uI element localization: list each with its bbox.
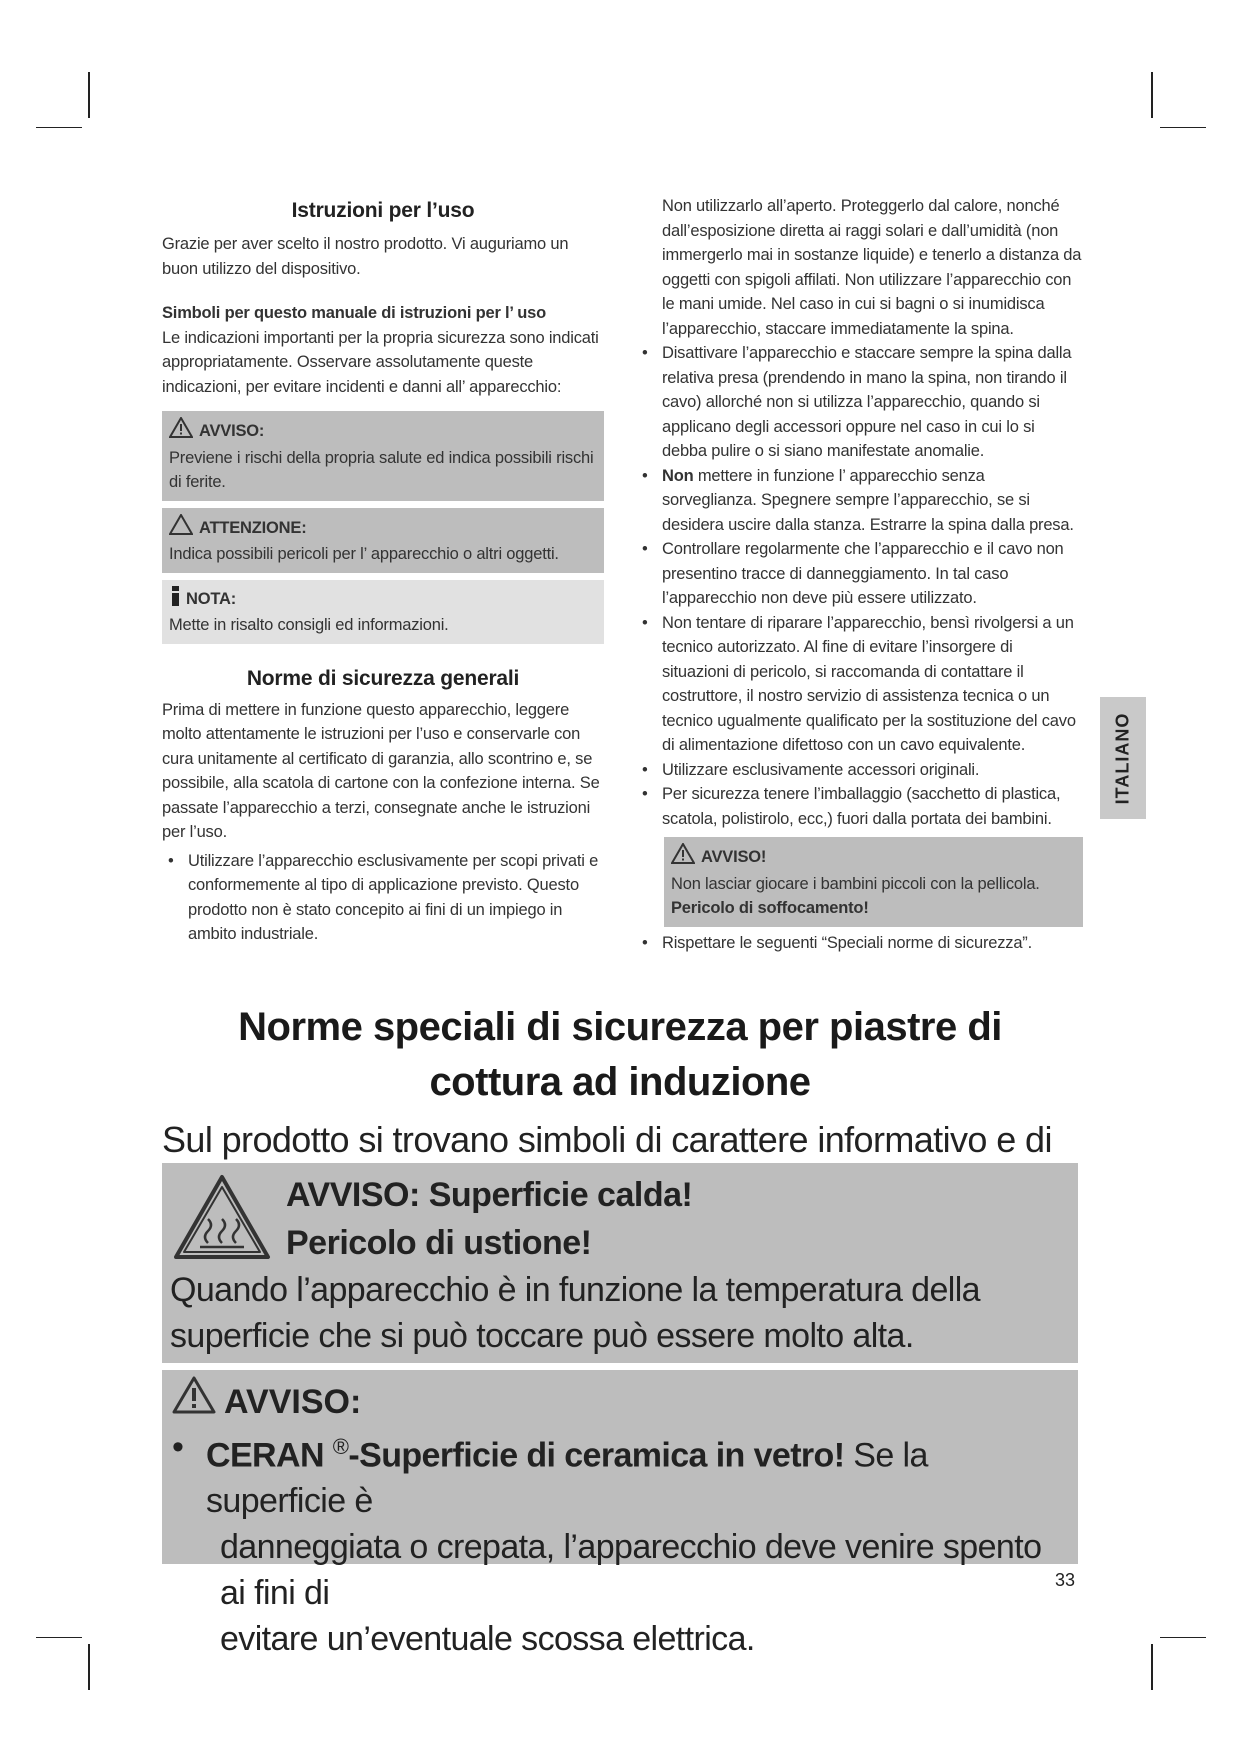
right-column <box>636 196 1083 955</box>
list-item: • Per sicurezza tenere l’imballaggio (sacchetto di plastica, scatola, polistirolo, ecc,) fuori dalla portata dei bambini. <box>636 782 1083 831</box>
nota-box <box>162 580 604 644</box>
avviso-box <box>162 411 604 501</box>
attenzione-box <box>162 508 604 573</box>
symbols-heading: Simboli per questo manuale di istruzioni per l’ uso <box>162 304 547 322</box>
crop-mark <box>1160 1637 1206 1638</box>
special-title <box>162 1000 1078 1110</box>
ceran-text-3: evitare un’eventuale scossa elettrica. <box>220 1620 755 1659</box>
list-item: • Non tentare di riparare l’apparecchio, bensì rivolgersi a un tecnico autorizzato. Al fine di evitare l’insorgere di situazioni di pericolo, si raccomanda di contattare il costruttore, il nostro servizio di assistenza tecnica o un tecnico ugualmente qualificato per la sostituzione del cavo di alimentazione difettoso con un cavo equivalente. <box>636 611 1083 758</box>
list-item: • Rispettare le seguenti “Speciali norme di sicurezza”. <box>636 931 1083 956</box>
crop-mark <box>36 127 82 128</box>
avviso-text: Previene i rischi della propria salute ed indica possibili rischi di ferite. <box>169 448 594 491</box>
warn-title: AVVISO: <box>224 1382 362 1421</box>
list-item: • Utilizzare l’apparecchio esclusivamente per scopi privati e conformemente al tipo di applicazione previsto. Questo prodotto non è stato concepito ai fini di un impiego in ambito industriale. <box>162 849 604 947</box>
info-icon <box>169 586 183 614</box>
nota-text: Mette in risalto consigli ed informazioni. <box>169 616 449 634</box>
attenzione-text: Indica possibili pericoli per l’ apparecchio o altri oggetti. <box>169 545 559 563</box>
safety-title: Norme di sicurezza generali <box>246 666 520 690</box>
language-tab-label: ITALIANO <box>1112 712 1133 804</box>
hot-title-line1: AVVISO: Superficie calda! <box>286 1176 693 1214</box>
special-title-line2: cottura ad induzione <box>429 1060 811 1104</box>
page-number: 33 <box>1055 1570 1076 1590</box>
attenzione-title: ATTENZIONE: <box>199 518 307 537</box>
crop-mark <box>1151 1644 1153 1690</box>
warning-icon <box>172 1376 216 1427</box>
continuation-text: Non utilizzarlo all’aperto. Proteggerlo dal calore, nonché dall’esposizione diretta ai raggi solari e dall’umidità (non immergerlo mai in sostanze liquide) e tenerlo a distanza da oggetti con spigoli affilati. Non utilizzare l’apparecchio con le mani umide. Nel caso in cui si bagni o si inumidisca l’apparecchio, staccare immediatamente la spina. <box>662 197 1082 338</box>
list-item-text: mettere in funzione l’ apparecchio senza sorveglianza. Spegnere sempre l’apparecchio, se si desidera uscire dalla stanza. Estrarre la spina dalla presa. <box>662 466 1074 534</box>
warning-icon <box>169 417 193 446</box>
list-item: • Controllare regolarmente che l’apparecchio e il cavo non presentino tracce di danneggiamento. In tal caso l’apparecchio non deve più essere utilizzato. <box>636 537 1083 611</box>
crop-mark <box>88 72 90 118</box>
ceran-text-2: danneggiata o crepata, l’apparecchio deve venire spento ai fini di <box>220 1528 1042 1613</box>
avviso-right-bold: Pericolo di soffocamento! <box>671 899 869 917</box>
crop-mark <box>36 1637 82 1638</box>
bullet-icon: • <box>172 1428 184 1466</box>
hot-surface-title <box>286 1171 692 1267</box>
hot-surface-text: Quando l’apparecchio è in funzione la temperatura della superficie che si può toccare può essere molto alta. <box>170 1271 980 1355</box>
hot-surface-icon <box>172 1173 272 1266</box>
nota-title: NOTA: <box>186 590 237 608</box>
hot-surface-box <box>162 1163 1078 1363</box>
crop-mark <box>1160 127 1206 128</box>
intro-text: Grazie per aver scelto il nostro prodotto. Vi auguriamo un buon utilizzo del dispositivo. <box>162 235 569 278</box>
avviso-box-right <box>664 837 1083 927</box>
avviso-right-text: Non lasciar giocare i bambini piccoli con la pellicola. <box>671 874 1040 893</box>
crop-mark <box>88 1644 90 1690</box>
ceran-label: CERAN <box>206 1436 324 1475</box>
ceran-text-1: Se la superficie è <box>206 1436 928 1521</box>
list-item <box>636 464 1083 538</box>
special-title-line1: Norme speciali di sicurezza per piastre di <box>238 1005 1002 1049</box>
special-intro: Sul prodotto si trovano simboli di carattere informativo e di <box>162 1119 1052 1160</box>
warning-icon <box>671 843 695 872</box>
list-item-bold: Non <box>662 466 694 485</box>
avviso-title: AVVISO: <box>199 422 265 440</box>
hot-title-line2: Pericolo di ustione! <box>286 1224 592 1262</box>
instructions-title: Istruzioni per l’uso <box>291 199 475 222</box>
list-item: • Disattivare l’apparecchio e staccare sempre la spina dalla relativa presa (prendendo in mano la spina, non tirando il cavo) allorché non si utilizza l’apparecchio, quando si applicano degli accessori oppure nel caso in cui lo si debba pulire o si siano manifestate anomalie. <box>636 341 1083 464</box>
ceran-bold: -Superficie di ceramica in vetro! <box>348 1436 845 1475</box>
avviso-right-title: AVVISO! <box>701 848 767 866</box>
registered-mark: ® <box>332 1434 349 1459</box>
list-item: • Utilizzare esclusivamente accessori originali. <box>636 758 1083 783</box>
safety-text: Prima di mettere in funzione questo apparecchio, leggere molto attentamente le istruzioni per l’uso e conservarle con cura unitamente al certificato di garanzia, allo scontrino e, se possibile, alla scatola di cartone con la confezione interna. Se passate l’apparecchio a terzi, consegnate anche le istruzioni per l’uso. <box>162 700 600 841</box>
crop-mark <box>1151 72 1153 118</box>
language-tab <box>1100 697 1146 819</box>
caution-triangle-icon <box>169 514 193 543</box>
left-column <box>162 196 604 947</box>
symbols-text: Le indicazioni importanti per la propria sicurezza sono indicati appropriatamente. Osservare assolutamente queste indicazioni, per evitare incidenti e danni all’ apparecchio: <box>162 328 599 396</box>
ceran-warning-text <box>170 1424 1070 1662</box>
